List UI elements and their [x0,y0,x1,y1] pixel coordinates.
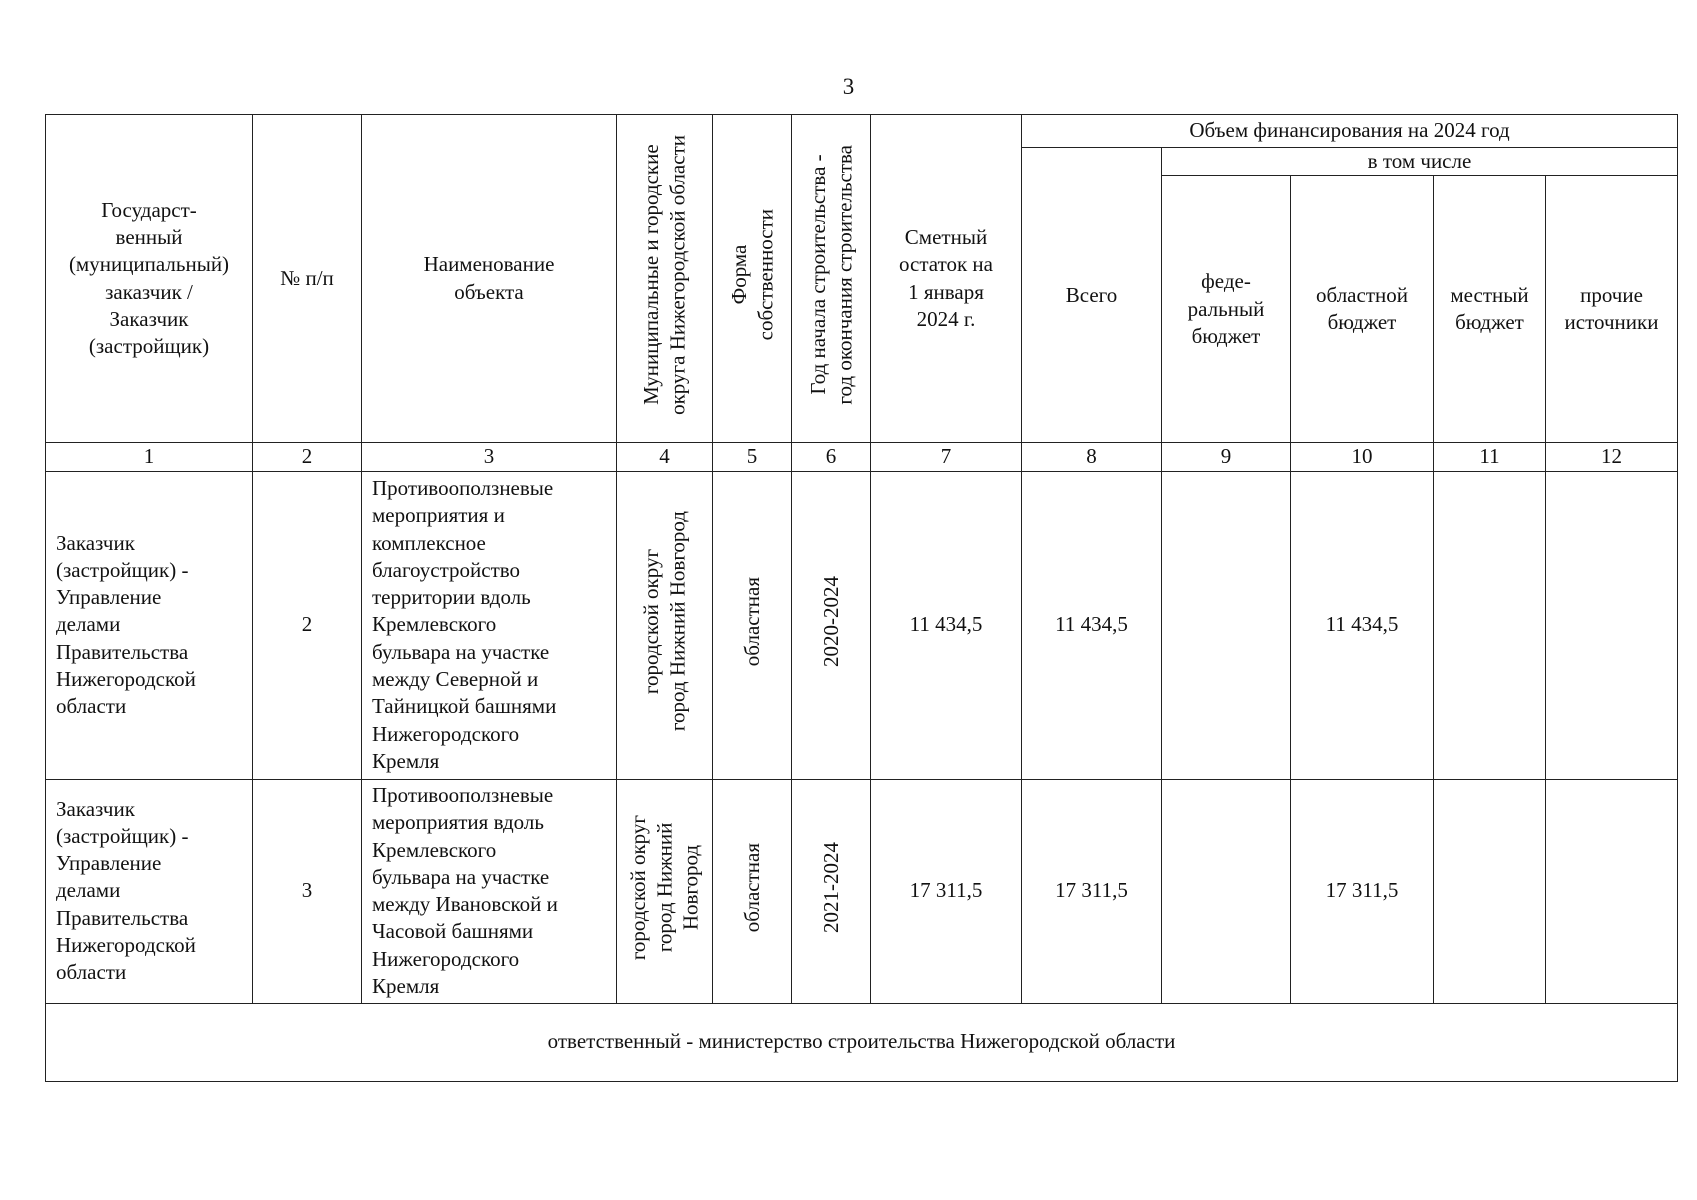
table-row [46,779,1678,1003]
cell-regional: 11 434,5 [1291,471,1434,779]
cell-estimated-balance: 11 434,5 [871,471,1022,779]
header-local: местный бюджет [1434,176,1546,443]
column-number: 10 [1291,443,1434,471]
column-number: 8 [1022,443,1162,471]
cell-number: 2 [253,471,362,779]
column-number: 4 [617,443,713,471]
header-object-name: Наименование объекта [362,115,617,443]
header-funding-group: Объем финансирования на 2024 год [1022,115,1678,148]
header-years: Год начала строительства - год окончания строительства [792,115,871,443]
cell-years: 2021-2024 [792,779,871,1003]
responsible-note: ответственный - министерство строительства Нижегородской области [46,1003,1678,1081]
financing-table [45,114,1678,1082]
cell-municipality: городской округ город Нижний Новгород [617,779,713,1003]
header-municipality: Муниципальные и городские округа Нижегородской области [617,115,713,443]
column-number: 11 [1434,443,1546,471]
cell-other [1546,779,1678,1003]
cell-object-name: Противооползневые мероприятия вдоль Кремлевского бульвара на участке между Ивановской и Часовой башнями Нижегородского Кремля [362,779,617,1003]
footer-row [46,1003,1678,1081]
cell-customer: Заказчик (застройщик) - Управление делами Правительства Нижегородской области [46,779,253,1003]
cell-total: 17 311,5 [1022,779,1162,1003]
cell-ownership: областная [713,779,792,1003]
cell-customer: Заказчик (застройщик) - Управление делами Правительства Нижегородской области [46,471,253,779]
cell-municipality: городской округ город Нижний Новгород [617,471,713,779]
cell-estimated-balance: 17 311,5 [871,779,1022,1003]
cell-local [1434,779,1546,1003]
column-number: 9 [1162,443,1291,471]
header-including: в том числе [1162,148,1678,176]
header-other: прочие источники [1546,176,1678,443]
cell-regional: 17 311,5 [1291,779,1434,1003]
column-numbers-row [46,443,1678,471]
cell-number: 3 [253,779,362,1003]
cell-ownership: областная [713,471,792,779]
cell-federal [1162,779,1291,1003]
cell-object-name: Противооползневые мероприятия и комплексное благоустройство территории вдоль Кремлевского бульвара на участке между Северной и Тайницкой башнями Нижегородского Кремля [362,471,617,779]
table-row [46,471,1678,779]
column-number: 12 [1546,443,1678,471]
column-number: 7 [871,443,1022,471]
column-number: 6 [792,443,871,471]
column-number: 5 [713,443,792,471]
header-federal: феде- ральный бюджет [1162,176,1291,443]
header-total: Всего [1022,148,1162,443]
column-number: 2 [253,443,362,471]
cell-years: 2020-2024 [792,471,871,779]
page-number: 3 [842,74,855,99]
cell-federal [1162,471,1291,779]
header-estimated-balance: Сметный остаток на 1 января 2024 г. [871,115,1022,443]
cell-other [1546,471,1678,779]
cell-total: 11 434,5 [1022,471,1162,779]
header-ownership: Форма собственности [713,115,792,443]
header-number: № п/п [253,115,362,443]
column-number: 3 [362,443,617,471]
header-customer: Государст- венный (муниципальный) заказчик / Заказчик (застройщик) [46,115,253,443]
column-number: 1 [46,443,253,471]
cell-local [1434,471,1546,779]
header-regional: областной бюджет [1291,176,1434,443]
